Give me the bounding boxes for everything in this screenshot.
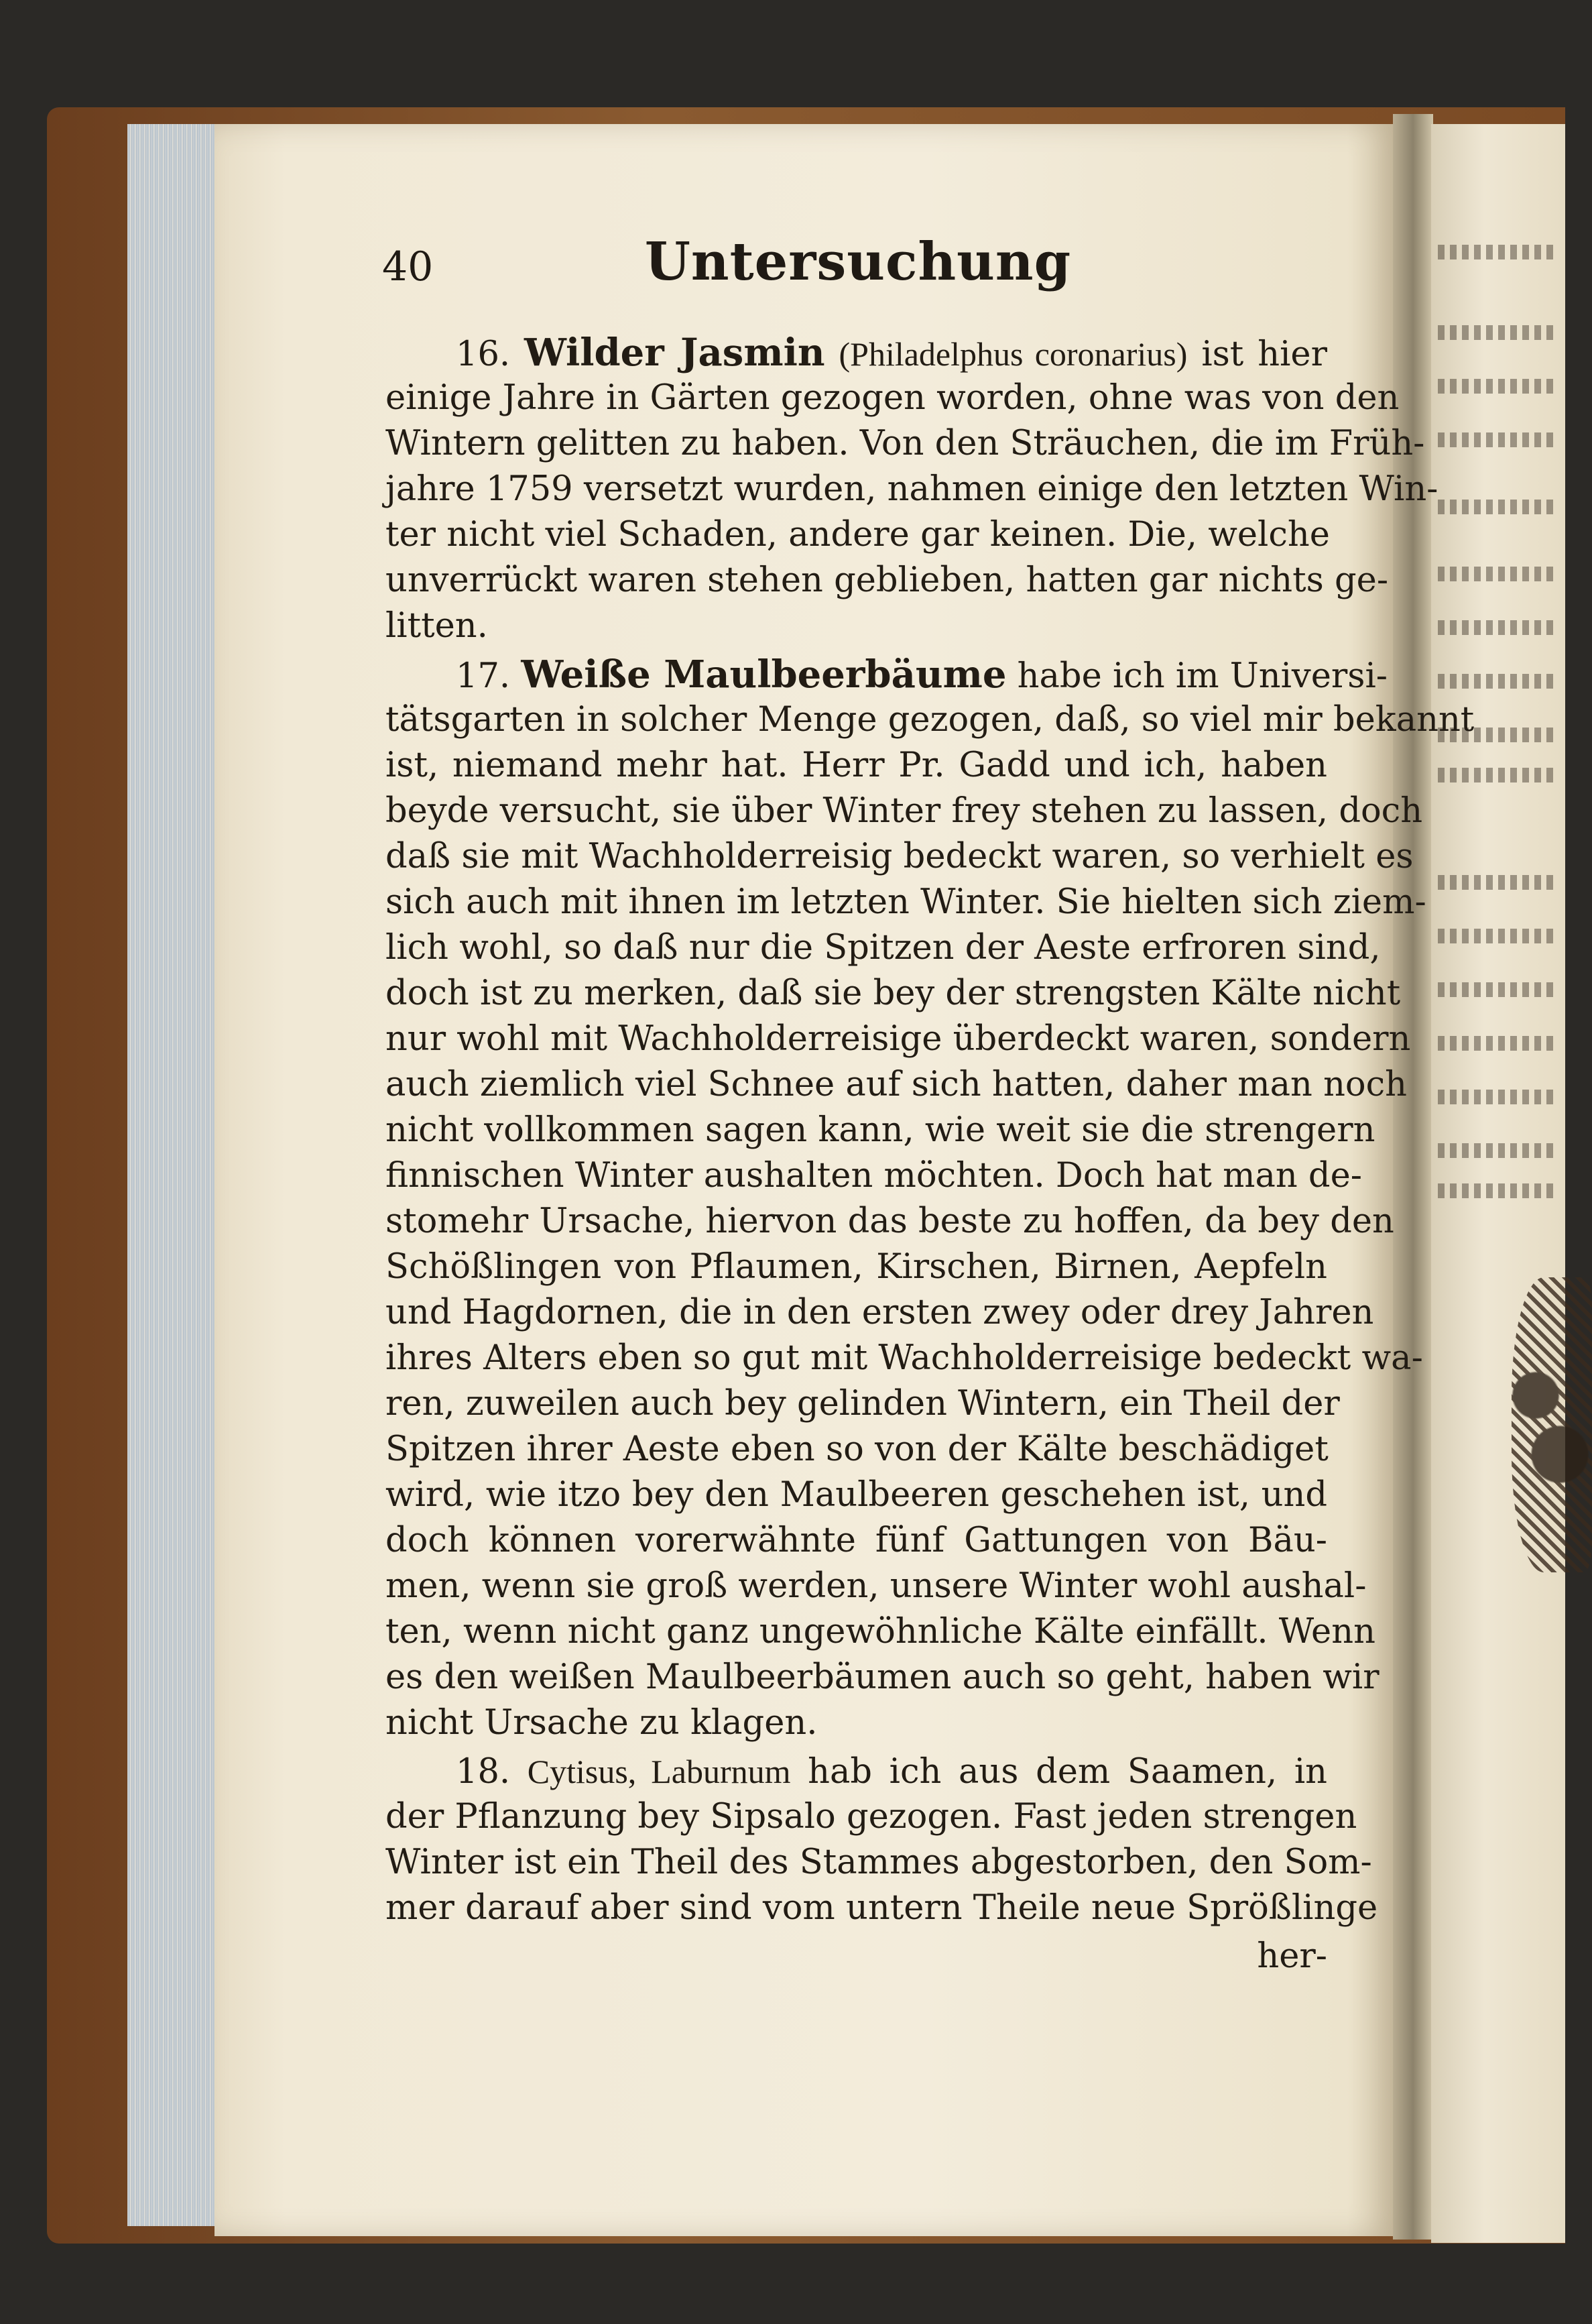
plant-name: Wilder Jasmin xyxy=(524,331,825,375)
bleed-through-line xyxy=(1438,1090,1558,1104)
item-number: 16. xyxy=(456,335,511,374)
text-line xyxy=(385,558,1389,603)
text-line xyxy=(385,1749,1327,1794)
bleed-through-line xyxy=(1438,674,1558,689)
line-text: ihres Alters eben so gut mit Wachholderreisige bedeckt wa- xyxy=(385,1338,1423,1378)
line-text: einige Jahre in Gärten gezogen worden, ohne was von den xyxy=(385,378,1400,418)
line-text: nur wohl mit Wachholderreisige überdeckt waren, sondern xyxy=(385,1019,1411,1059)
bleed-through-line xyxy=(1438,379,1558,394)
line-text: Wintern gelitten zu haben. Von den Sträuchen, die im Früh- xyxy=(385,424,1425,463)
plant-name: Weiße Maulbeerbäume xyxy=(521,652,1007,697)
bleed-through-line xyxy=(1438,1143,1558,1158)
text-line xyxy=(385,467,1438,512)
text-line xyxy=(385,1153,1362,1199)
line-text: wird, wie itzo bey den Maulbeeren geschehen ist, und xyxy=(385,1475,1327,1515)
latin-name: Cytisus, Laburnum xyxy=(527,1753,791,1790)
page-edges xyxy=(127,124,223,2226)
running-title: Untersuchung xyxy=(644,231,1072,292)
line-text: tätsgarten in solcher Menge gezogen, daß, so viel mir bekannt xyxy=(385,700,1475,740)
line-text: ten, wenn nicht ganz ungewöhnliche Kälte einfällt. Wenn xyxy=(385,1612,1375,1651)
line-text: Winter ist ein Theil des Stammes abgestorben, den Som- xyxy=(385,1843,1372,1882)
line-text: und Hagdornen, die in den ersten zwey oder drey Jahren xyxy=(385,1293,1374,1332)
text-line xyxy=(385,789,1423,834)
text-line xyxy=(385,971,1401,1016)
line-text: doch ist zu merken, daß sie bey der strengsten Kälte nicht xyxy=(385,974,1401,1013)
text-line xyxy=(385,421,1425,467)
line-text: nicht Ursache zu klagen. xyxy=(385,1703,818,1743)
catchword: her- xyxy=(1257,1936,1327,1976)
text-line xyxy=(385,880,1426,925)
line-text: Spitzen ihrer Aeste eben so von der Kälte beschädiget xyxy=(385,1430,1329,1469)
bleed-through-line xyxy=(1438,929,1558,943)
line-text: auch ziemlich viel Schnee auf sich hatten, daher man noch xyxy=(385,1065,1408,1104)
bleed-through-line xyxy=(1438,567,1558,581)
bleed-through-line xyxy=(1438,500,1558,514)
text-line xyxy=(385,1472,1327,1518)
bleed-through-line xyxy=(1438,982,1558,997)
text-line xyxy=(385,375,1400,421)
right-page-edge xyxy=(1431,124,1565,2243)
line-text: doch können vorerwähnte fünf Gattungen von Bäu- xyxy=(385,1521,1327,1560)
text-line xyxy=(385,1655,1380,1700)
text-line xyxy=(385,1244,1327,1290)
bleed-through-line xyxy=(1438,245,1558,259)
line-text: der Pflanzung bey Sipsalo gezogen. Fast jeden strengen xyxy=(385,1797,1357,1837)
text-line xyxy=(385,1564,1367,1609)
line-text: stomehr Ursache, hiervon das beste zu hoffen, da bey den xyxy=(385,1202,1394,1241)
text-line xyxy=(385,1700,1327,1746)
bleed-through-line xyxy=(1438,1036,1558,1051)
text-line xyxy=(385,1108,1375,1153)
text-line xyxy=(385,1840,1372,1885)
text-line xyxy=(385,925,1381,971)
text-line xyxy=(385,1336,1423,1381)
text-line xyxy=(385,1062,1408,1108)
text-line xyxy=(385,1290,1374,1336)
text-line xyxy=(385,834,1414,880)
line-text: lich wohl, so daß nur die Spitzen der Aeste erfroren sind, xyxy=(385,928,1381,968)
text-line xyxy=(385,1885,1378,1931)
text-line xyxy=(385,1381,1340,1427)
text-line xyxy=(385,1609,1375,1655)
line-text: ist, niemand mehr hat. Herr Pr. Gadd und ich, haben xyxy=(385,746,1327,785)
line-text: men, wenn sie groß werden, unsere Winter wohl aushal- xyxy=(385,1566,1367,1606)
text-line xyxy=(385,652,1388,697)
text-line xyxy=(385,1794,1357,1840)
text-line xyxy=(385,1016,1411,1062)
item-number: 17. xyxy=(456,656,511,696)
line-text: habe ich im Universi- xyxy=(1017,656,1388,696)
line-text: beyde versucht, sie über Winter frey stehen zu lassen, doch xyxy=(385,791,1423,831)
text-line xyxy=(385,330,1327,375)
line-text: daß sie mit Wachholderreisig bedeckt waren, so verhielt es xyxy=(385,837,1414,876)
text-line xyxy=(385,1427,1327,1472)
page-number: 40 xyxy=(382,243,434,290)
line-text: litten. xyxy=(385,606,488,646)
text-line xyxy=(385,697,1475,743)
bleed-through-line xyxy=(1438,1183,1558,1198)
line-text: ter nicht viel Schaden, andere gar keinen. Die, welche xyxy=(385,515,1330,555)
text-line xyxy=(385,743,1327,789)
bleed-through-line xyxy=(1438,432,1558,447)
bleed-through-line xyxy=(1438,768,1558,782)
ornament-image xyxy=(1512,1277,1592,1572)
item-number: 18. xyxy=(456,1752,511,1792)
line-text: mer darauf aber sind vom untern Theile neue Sprößlinge xyxy=(385,1888,1378,1928)
line-text: ren, zuweilen auch bey gelinden Wintern, ein Theil der xyxy=(385,1384,1340,1424)
page-header xyxy=(382,231,1334,305)
line-text: hab ich aus dem Saamen, in xyxy=(808,1752,1328,1792)
bleed-through-line xyxy=(1438,620,1558,635)
line-text: Schößlingen von Pflaumen, Kirschen, Birnen, Aepfeln xyxy=(385,1247,1327,1287)
line-text: ist hier xyxy=(1201,335,1327,374)
text-line xyxy=(385,603,1327,649)
text-line xyxy=(385,1518,1327,1564)
text-line xyxy=(385,1199,1394,1244)
text-line xyxy=(385,512,1330,558)
line-text: finnischen Winter aushalten möchten. Doch hat man de- xyxy=(385,1156,1362,1196)
line-text: unverrückt waren stehen geblieben, hatten gar nichts ge- xyxy=(385,561,1389,600)
body-text xyxy=(385,330,1475,1979)
line-text: jahre 1759 versetzt wurden, nahmen einige den letzten Win- xyxy=(385,469,1438,509)
line-text: nicht vollkommen sagen kann, wie weit sie die strengern xyxy=(385,1110,1375,1150)
bleed-through-line xyxy=(1438,875,1558,890)
line-text: sich auch mit ihnen im letzten Winter. Sie hielten sich ziem- xyxy=(385,882,1426,922)
line-text: es den weißen Maulbeerbäumen auch so geht, haben wir xyxy=(385,1658,1380,1697)
bleed-through-line xyxy=(1438,325,1558,340)
latin-name: (Philadelphus coronarius) xyxy=(839,335,1188,373)
